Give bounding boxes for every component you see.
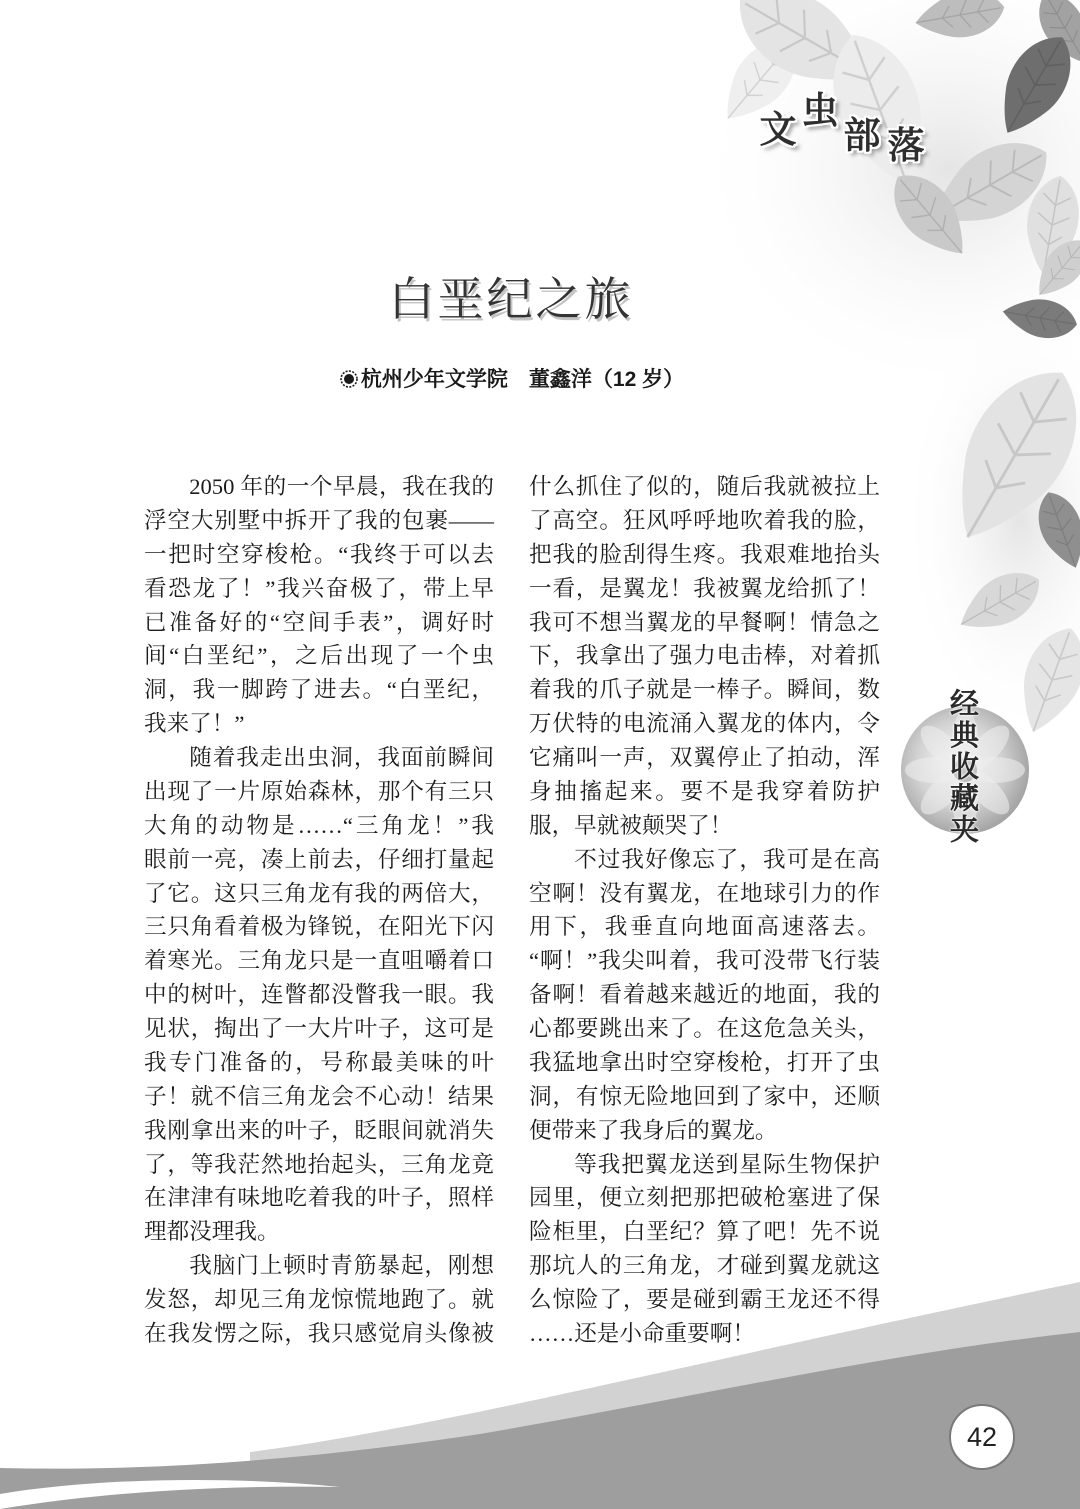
bullet-icon [340, 370, 358, 388]
text-line: 见状，掏出了一大片叶子，这可是 [144, 1016, 494, 1041]
text-line: 下，我拿出了强力电击棒，对着抓 [529, 643, 880, 669]
text-line: ……还是小命重要啊！ [529, 1320, 755, 1346]
section-title [0, 0, 1080, 200]
text-line: 中的树叶，连瞥都没瞥我一眼。我 [144, 982, 494, 1008]
text-line: 已准备好的“空间手表”，调好时 [144, 609, 494, 635]
text-line: 子！就不信三角龙会不心动！结果 [144, 1083, 494, 1109]
text-line: 了它。这只三角龙有我的两倍大， [144, 880, 494, 906]
text-line: 便带来了我身后的翼龙。 [529, 1117, 778, 1143]
text-line: 心都要跳出来了。在这危急关头， [529, 1016, 880, 1041]
text-line: 不过我好像忘了，我可是在高 [574, 846, 880, 872]
text-line: 等我把翼龙送到星际生物保护 [574, 1151, 880, 1177]
text-line: 么惊险了，要是碰到霸王龙还不得 [529, 1287, 880, 1312]
text-line: 园里，便立刻把那把破枪塞进了保 [529, 1185, 880, 1211]
text-line: 万伏特的电流涌入翼龙的体内，令 [529, 711, 880, 737]
text-line: 在我发愣之际，我只感觉肩头像被 [144, 1320, 494, 1346]
text-line: 了高空。狂风呼呼地吹着我的脸， [529, 507, 880, 533]
text-line: 我可不想当翼龙的早餐啊！情急之 [529, 609, 880, 635]
section-title-char: 落 [887, 124, 925, 167]
text-line: 眼前一亮，凑上前去，仔细打量起 [144, 846, 494, 872]
text-line: 把我的脸刮得生疼。我艰难地抬头 [529, 541, 880, 567]
text-line: 备啊！看着越来越近的地面，我的 [529, 982, 880, 1008]
text-line: 我来了！” [144, 711, 245, 737]
page-number: 42 [949, 1404, 1015, 1470]
text-line: 洞，有惊无险地回到了家中，还顺 [529, 1083, 880, 1109]
text-line: 我脑门上顿时青筋暴起，刚想 [189, 1253, 494, 1279]
paragraph [529, 1148, 880, 1351]
section-title-char: 文 [759, 108, 797, 151]
text-line: 一看，是翼龙！我被翼龙给抓了！ [529, 575, 880, 601]
paragraph [144, 470, 494, 741]
text-line: 一把时空穿梭枪。“我终于可以去 [144, 541, 494, 567]
text-column-left [144, 470, 494, 1351]
text-column-right [529, 470, 880, 1351]
paragraph [529, 843, 880, 1148]
paragraph [144, 1249, 494, 1351]
section-title-char: 虫 [801, 89, 839, 132]
text-line: 什么抓住了似的，随后我就被拉上 [529, 474, 880, 499]
text-line: 三只角看着极为锋锐，在阳光下闪 [144, 914, 494, 940]
section-title-char: 部 [843, 114, 881, 157]
text-line: 我刚拿出来的叶子，眨眼间就消失 [144, 1117, 494, 1143]
text-line: 2050 年的一个早晨，我在我的 [189, 474, 494, 499]
text-line: 间“白垩纪”，之后出现了一个虫 [144, 643, 494, 669]
text-line: 我猛地拿出时空穿梭枪，打开了虫 [529, 1049, 880, 1075]
text-line: 空啊！没有翼龙，在地球引力的作 [529, 880, 880, 906]
text-line: 出现了一片原始森林，那个有三只 [144, 778, 494, 804]
text-line: 身抽搐起来。要不是我穿着防护 [529, 778, 880, 804]
text-line: 险柜里，白垩纪？算了吧！先不说 [529, 1219, 880, 1245]
text-line: 发怒，却见三角龙惊慌地跑了。就 [144, 1287, 494, 1312]
text-line: 看恐龙了！”我兴奋极了，带上早 [144, 575, 494, 601]
text-line: “啊！”我尖叫着，我可没带飞行装 [529, 948, 880, 974]
text-line: 用下，我垂直向地面高速落去。 [529, 914, 880, 940]
byline-school: 杭州少年文学院 [360, 368, 508, 391]
byline-author: 董鑫洋（12 岁） [528, 368, 685, 391]
paragraph [529, 470, 880, 843]
byline [0, 366, 1024, 394]
text-line: 着我的爪子就是一棒子。瞬间，数 [529, 677, 880, 703]
paragraph [144, 741, 494, 1249]
text-line: 那坑人的三角龙，才碰到翼龙就这 [529, 1253, 880, 1279]
text-line: 随着我走出虫洞，我面前瞬间 [189, 745, 494, 770]
text-line: 洞，我一脚跨了进去。“白垩纪， [144, 677, 494, 703]
text-line: 大角的动物是……“三角龙！”我 [144, 812, 494, 838]
text-line: 着寒光。三角龙只是一直咀嚼着口 [144, 948, 494, 974]
text-line: 浮空大别墅中拆开了我的包裹—— [144, 507, 494, 533]
text-line: 了，等我茫然地抬起头，三角龙竟 [144, 1151, 494, 1177]
text-line: 在津津有味地吃着我的叶子，照样 [144, 1185, 494, 1211]
collection-label: 经典收藏夹 [946, 688, 980, 846]
text-line: 理都没理我。 [144, 1219, 280, 1245]
text-line: 服，早就被颠哭了！ [529, 812, 733, 838]
text-line: 它痛叫一声，双翼停止了拍动，浑 [529, 745, 880, 770]
article-title: 白垩纪之旅 [388, 272, 634, 326]
text-line: 我专门准备的，号称最美味的叶 [144, 1049, 494, 1075]
